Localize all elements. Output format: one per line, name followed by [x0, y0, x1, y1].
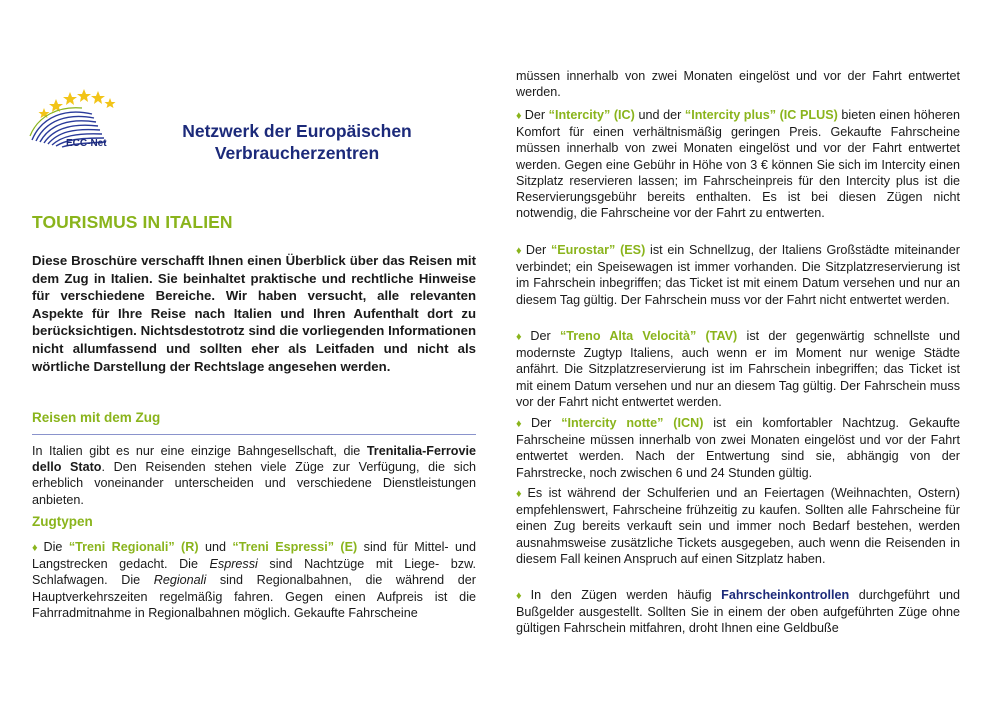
section-heading-reisen: Reisen mit dem Zug: [32, 410, 161, 425]
intro-paragraph: Diese Broschüre verschafft Ihnen einen Überblick über das Reisen mit dem Zug in Italien. Sie beinhaltet praktische und rechtliche Hinweise für verschiedene Bereiche. Wir haben versucht, alle relevanten Aspekte für Ihre Reise nach Italien und Ihren Aufenthalt dort zu berücksichtigen. Nichtsdestotrotz sind die vorliegenden Informationen nicht allumfassend und sollten eher als Leitfaden und nicht als wörtliche Darstellung der Rechtslage angesehen werden.: [32, 253, 476, 374]
logo-text: ECC-Net: [66, 138, 107, 149]
ecc-net-logo: [26, 86, 122, 152]
section-heading-zugtypen: Zugtypen: [32, 514, 93, 529]
page-title: TOURISMUS IN ITALIEN: [32, 212, 233, 232]
paragraph-eurostar: ♦ Der “Eurostar” (ES) ist ein Schnellzug, der Italiens Großstädte miteinander verbindet; ein Speisewagen ist immer vorhanden. Die Sitzplatzreservierung ist im Fahrschein inbegriffen; das Ticket ist mit einem Datum versehen und nur an diesem Tag gültig. Der Fahrschein muss vor der Fahrt nicht entwertet werden.: [516, 243, 960, 307]
org-title-line2: Verbraucherzentren: [214, 143, 380, 163]
org-title-line1: Netzwerk der Europäischen: [182, 121, 412, 141]
org-title: [132, 120, 462, 164]
paragraph-kontrollen: ♦ In den Zügen werden häufig Fahrscheinkontrollen durchgeführt und Bußgelder ausgestellt. Sollten Sie in einem der oben aufgeführten Züge ohne gültigen Fahrschein mitfahren, droht Ihnen eine Geldbuße: [516, 588, 960, 636]
paragraph-ferien: ♦ Es ist während der Schulferien und an Feiertagen (Weihnachten, Ostern) empfehlenswert, Fahrscheine frühzeitig zu kaufen. Sollten alle Fahrscheine für einen Zug bereits verkauft sein und immer noch Bedarf bestehen, werden ausnahmsweise zusätzliche Tickets ausgegeben, auch wenn die Reisenden in diesem Fall keinen Anspruch auf einen Sitzplatz haben.: [516, 486, 960, 566]
bullet-diamond-icon: ♦: [32, 542, 41, 554]
bullet-diamond-icon: ♦: [516, 488, 525, 500]
bullet-diamond-icon: ♦: [516, 245, 523, 257]
bullet-diamond-icon: ♦: [516, 331, 528, 343]
paragraph-regionali: ♦ Die “Treni Regionali” (R) und “Treni Espressi” (E) sind für Mittel- und Langstrecken gedacht. Die Espressi sind Nachtzüge mit Liege- bzw. Schlafwagen. Die Regionali sind Regionalbahnen, die während der Hauptverkehrszeiten regelmäßig fahren. Gegen einen Aufpreis ist die Fahrradmitnahme in Regionalbahnen möglich. Gekaufte Fahrscheine: [32, 540, 476, 620]
bullet-diamond-icon: ♦: [516, 418, 528, 430]
section-divider: [32, 434, 476, 435]
bullet-diamond-icon: ♦: [516, 590, 528, 602]
paragraph-intercity: ♦ Der “Intercity” (IC) und der “Intercity plus” (IC PLUS) bieten einen höheren Komfort für einen verhältnismäßig geringen Preis. Gekaufte Fahrscheine müssen innerhalb von zwei Monaten eingelöst und vor der Fahrt entwertet werden. Gegen eine Gebühr in Höhe von 3 € können Sie sich im Intercity einen Sitzplatz reservieren lassen; im Fahrscheinpreis für den Intercity plus ist die Reservierungsgebühr bereits enthalten. Es ist bei diesen Zügen nicht notwendig, die Fahrscheine vor der Fahrt zu entwerten.: [516, 108, 960, 221]
bullet-diamond-icon: ♦: [516, 110, 522, 122]
paragraph-tav: ♦ Der “Treno Alta Velocità” (TAV) ist der gegenwärtig schnellste und modernste Zugtyp Italiens, auch wenn er im Moment nur wenige Städte anfährt. Die Sitzplatzreservierung ist im Fahrschein inbegriffen; das Ticket ist mit einem Datum versehen und nur an diesem Tag gültig. Der Fahrschein muss vor der Fahrt nicht entwertet werden.: [516, 329, 961, 409]
paragraph-bahngesellschaft: In Italien gibt es nur eine einzige Bahngesellschaft, die Trenitalia-Ferrovie dello Stato. Den Reisenden stehen viele Züge zur Verfügung, die sich erheblich voneinander unterscheiden und verschiedene Dienstleistungen anbieten.: [32, 444, 476, 507]
paragraph-continued: müssen innerhalb von zwei Monaten eingelöst und vor der Fahrt entwertet werden.: [516, 69, 960, 100]
paragraph-intercity-notte: ♦ Der “Intercity notte” (ICN) ist ein komfortabler Nachtzug. Gekaufte Fahrscheine müssen innerhalb von zwei Monaten eingelöst und vor der Fahrt entwertet werden. Nach der Entwertung sind sie, abhängig von der Fahrstrecke, noch zwischen 6 und 24 Stunden gültig.: [516, 416, 960, 480]
